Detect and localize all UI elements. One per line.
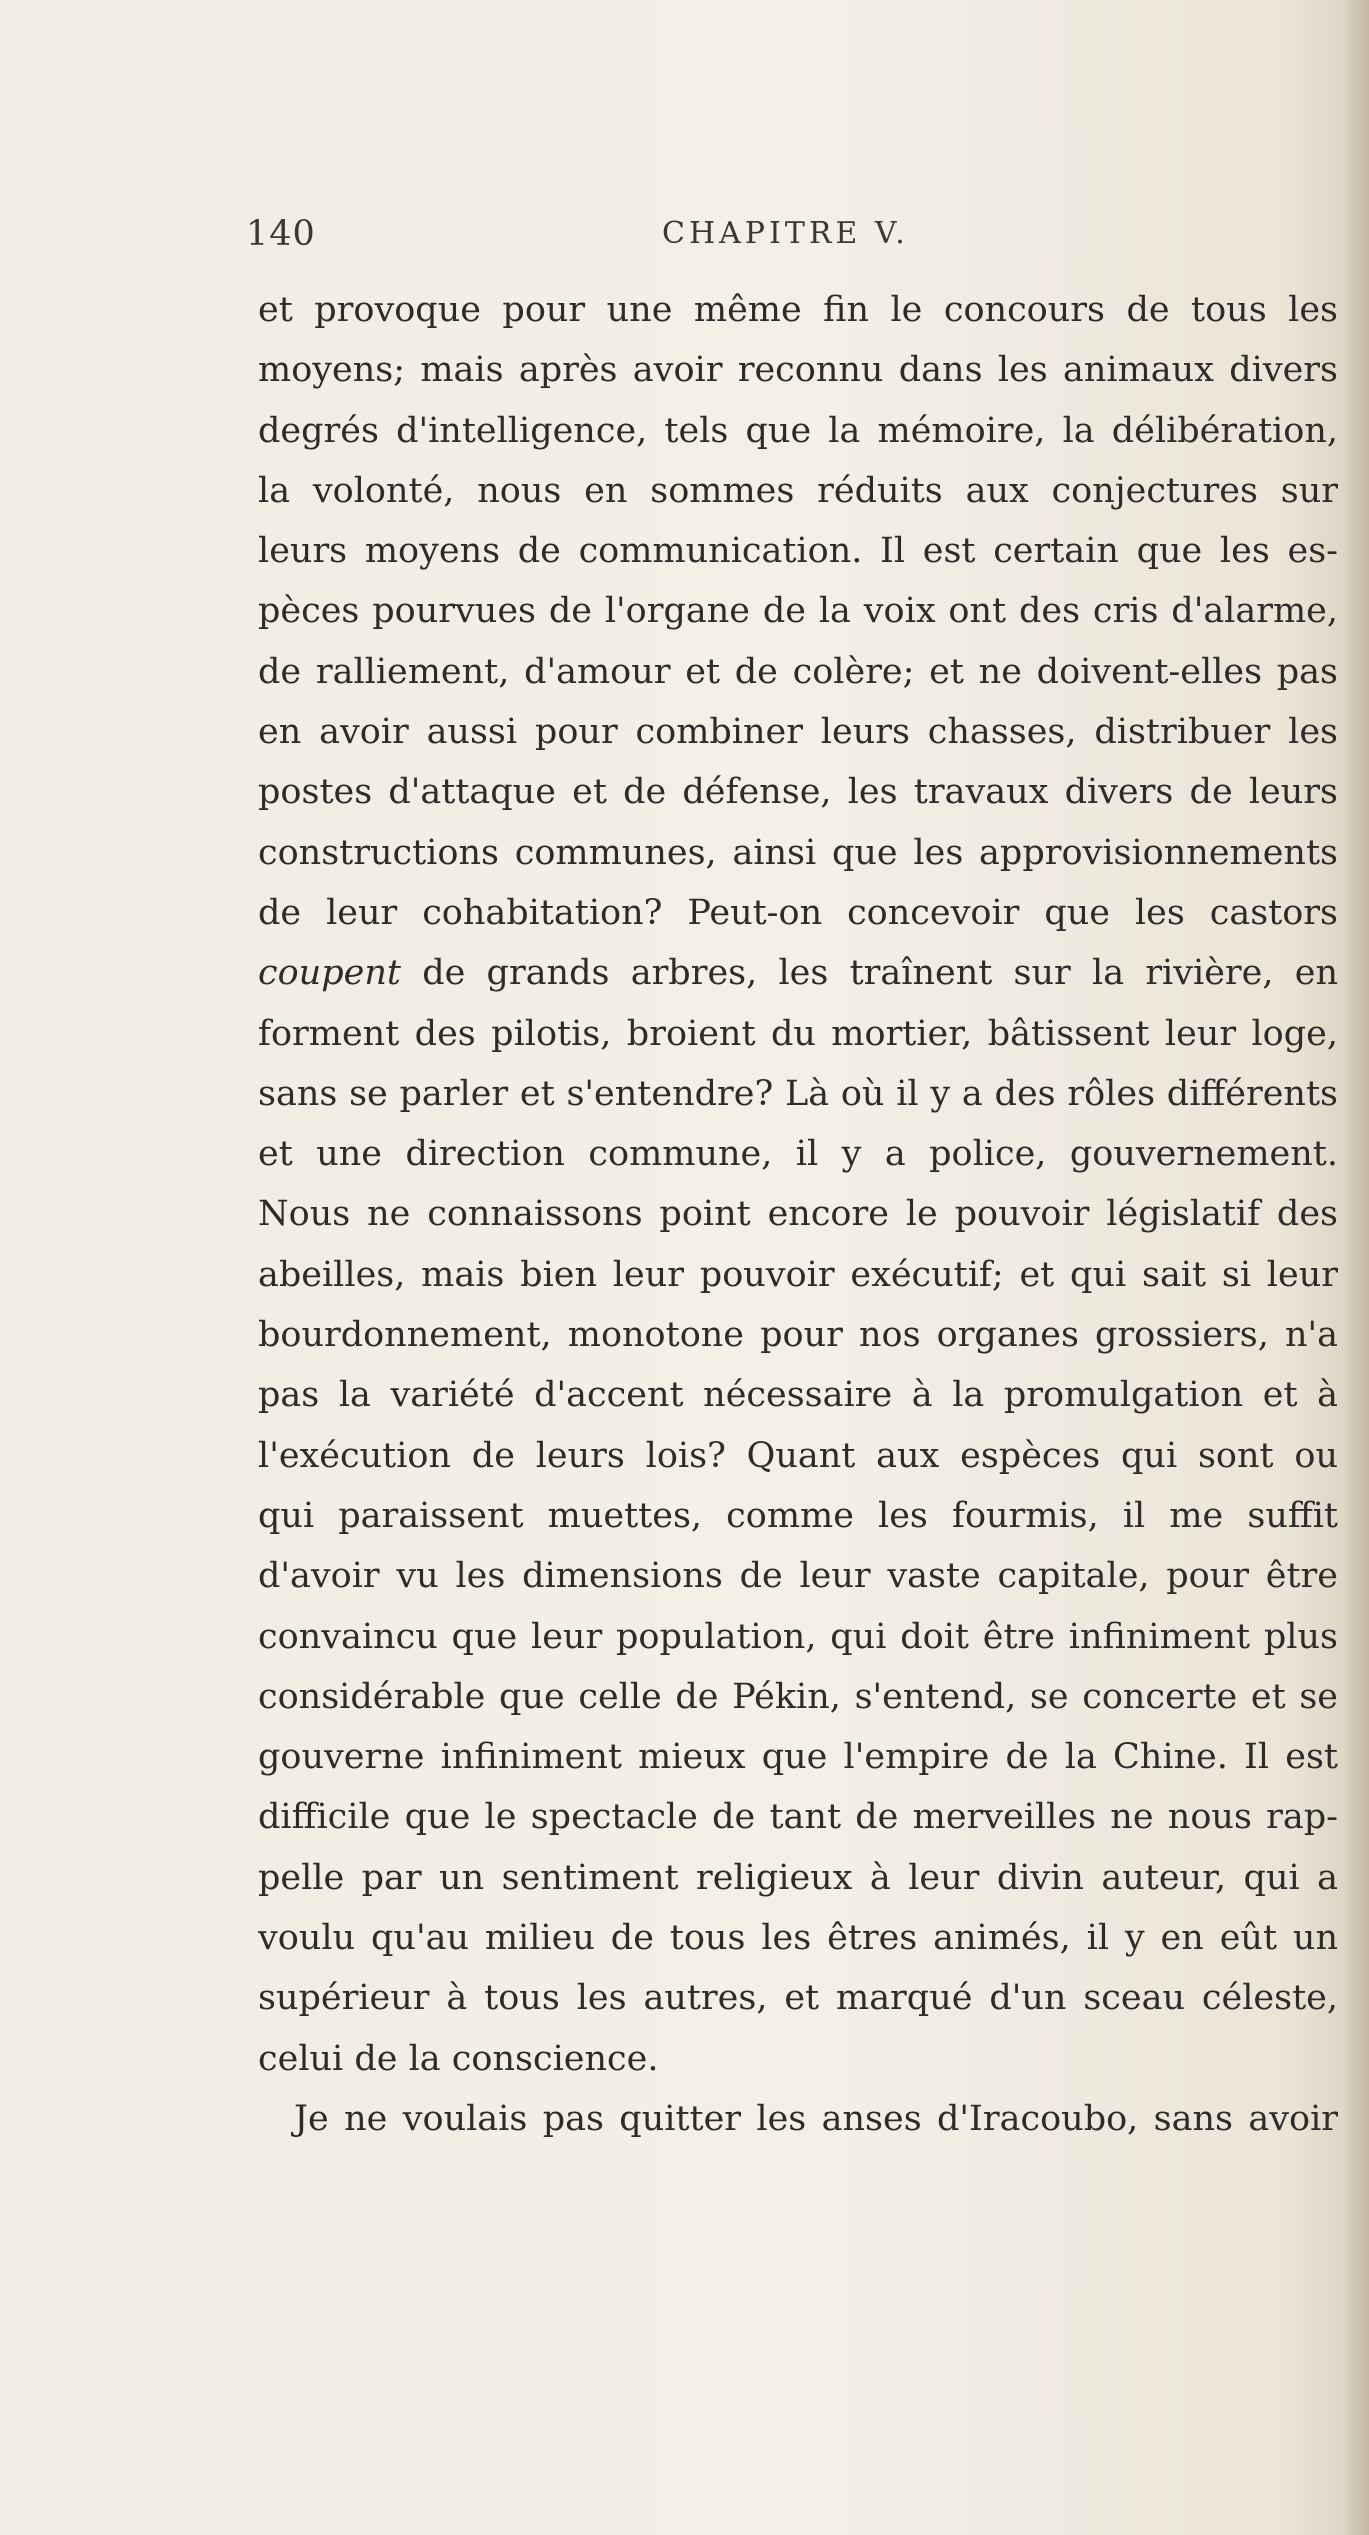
text-line: sans se parler et s'entendre? Là où il y a des rôles différents bbox=[258, 1073, 1338, 1114]
page-edge-shadow bbox=[1343, 0, 1369, 2535]
text-line: constructions communes, ainsi que les approvisionnements bbox=[258, 832, 1338, 873]
text-line: pas la variété d'accent nécessaire à la promulgation et à bbox=[258, 1375, 1338, 1416]
text-line: d'avoir vu les dimensions de leur vaste capitale, pour être bbox=[258, 1556, 1338, 1597]
text-line: leurs moyens de communication. Il est certain que les es- bbox=[258, 531, 1338, 572]
text-line: qui paraissent muettes, comme les fourmis, il me suffit bbox=[258, 1495, 1338, 1536]
text-line: pèces pourvues de l'organe de la voix ont des cris d'alarme, bbox=[258, 591, 1338, 632]
chapter-title: CHAPITRE V. bbox=[662, 216, 909, 251]
running-head bbox=[246, 214, 1326, 274]
text-line: voulu qu'au milieu de tous les êtres animés, il y en eût un bbox=[258, 1918, 1338, 1959]
text-line: en avoir aussi pour combiner leurs chasses, distribuer les bbox=[258, 712, 1338, 753]
text-line: bourdonnement, monotone pour nos organes grossiers, n'a bbox=[258, 1315, 1338, 1356]
text-line: pelle par un sentiment religieux à leur divin auteur, qui a bbox=[258, 1857, 1338, 1898]
text-line: et une direction commune, il y a police, gouvernement. bbox=[258, 1134, 1338, 1175]
text-line: forment des pilotis, broient du mortier, bâtissent leur loge, bbox=[258, 1013, 1338, 1054]
text-line: l'exécution de leurs lois? Quant aux espèces qui sont ou bbox=[258, 1435, 1338, 1476]
text-line: gouverne infiniment mieux que l'empire de la Chine. Il est bbox=[258, 1737, 1338, 1778]
text-line: de ralliement, d'amour et de colère; et ne doivent-elles pas bbox=[258, 651, 1338, 692]
italic-word: coupent bbox=[258, 953, 401, 994]
text-line: de leur cohabitation? Peut-on concevoir que les castors bbox=[258, 892, 1338, 933]
text-line: supérieur à tous les autres, et marqué d'un sceau céleste, bbox=[258, 1978, 1338, 2019]
text-line: considérable que celle de Pékin, s'entend, se concerte et se bbox=[258, 1676, 1338, 1717]
text-line: Nous ne connaissons point encore le pouvoir législatif des bbox=[258, 1194, 1338, 1235]
text-line: et provoque pour une même fin le concours de tous les bbox=[258, 290, 1338, 330]
body-text bbox=[258, 280, 1338, 2149]
page-number: 140 bbox=[246, 214, 316, 254]
text-line: abeilles, mais bien leur pouvoir exécutif; et qui sait si leur bbox=[258, 1254, 1338, 1295]
text-line-italic bbox=[258, 943, 1338, 1003]
text-line: moyens; mais après avoir reconnu dans les animaux divers bbox=[258, 350, 1338, 391]
text-line: postes d'attaque et de défense, les travaux divers de leurs bbox=[258, 772, 1338, 813]
text-line: degrés d'intelligence, tels que la mémoire, la délibération, bbox=[258, 410, 1338, 451]
paragraph-start-line: Je ne voulais pas quitter les anses d'Iracoubo, sans avoir bbox=[294, 2098, 1338, 2139]
text-line: difficile que le spectacle de tant de merveilles ne nous rap- bbox=[258, 1797, 1338, 1838]
text-line: convaincu que leur population, qui doit être infiniment plus bbox=[258, 1616, 1338, 1657]
text-line: la volonté, nous en sommes réduits aux conjectures sur bbox=[258, 470, 1338, 511]
paragraph-end-line: celui de la conscience. bbox=[258, 2038, 659, 2079]
text-line-rest: de grands arbres, les traînent sur la rivière, en bbox=[400, 953, 1338, 994]
